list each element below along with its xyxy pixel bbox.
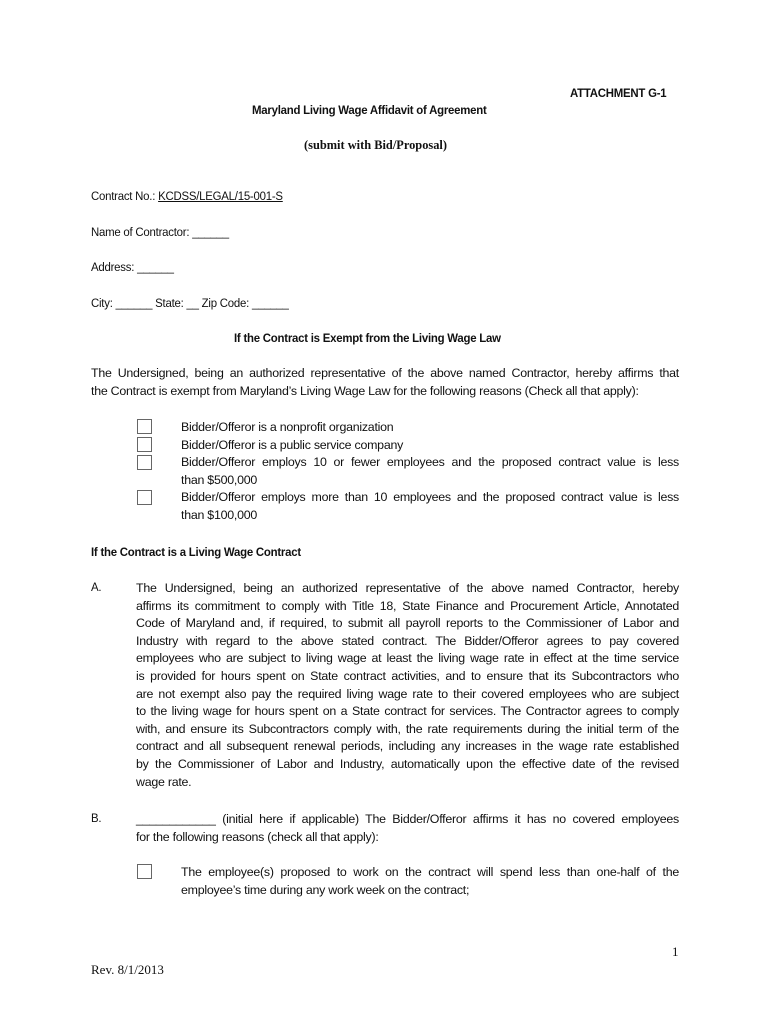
item-a-text (136, 580, 679, 791)
item-b-text (136, 811, 679, 846)
item-b-option-line: employee’s time during any work week on the contract; (181, 882, 470, 897)
checkbox-10-or-fewer[interactable] (137, 455, 152, 470)
contract-number-label: Contract No.: (91, 189, 159, 203)
item-a-line: are not exempt also pay the required living wage rate to their covered employees who are subject (136, 686, 679, 701)
item-a-line: Industry with regard to the above stated contract. The Bidder/Offeror agrees to pay covered (136, 633, 679, 648)
living-wage-heading: If the Contract is a Living Wage Contract (91, 545, 301, 559)
item-b-line: ____________ (initial here if applicable) The Bidder/Offeror affirms it has no covered employees (136, 812, 679, 826)
checkbox-less-than-half-time[interactable] (137, 864, 152, 879)
exempt-intro (91, 365, 679, 400)
item-b-label: B. (91, 811, 102, 825)
contractor-name-field[interactable]: Name of Contractor: ______ (91, 225, 229, 239)
item-b-option (181, 864, 679, 899)
item-a-line: by the Commissioner of Labor and Industry, automatically upon the effective date of the revised (136, 756, 679, 771)
exempt-intro-line: the Contract is exempt from Maryland’s Living Wage Law for the following reasons (Check all that apply): (91, 383, 639, 398)
city-state-zip-field[interactable]: City: ______ State: __ Zip Code: ______ (91, 296, 289, 310)
item-b-option-line: The employee(s) proposed to work on the contract will spend less than one-half of the (181, 865, 679, 879)
exempt-option-label: Bidder/Offeror employs 10 or fewer employees and the proposed contract value is less (181, 455, 679, 470)
exempt-options (181, 419, 679, 525)
item-a-label: A. (91, 580, 102, 594)
document-title: Maryland Living Wage Affidavit of Agreement (252, 103, 487, 117)
checkbox-more-than-10[interactable] (137, 490, 152, 505)
item-a-line: is provided for hours spent on State contract activities, and to ensure that its Subcontractors who (136, 668, 679, 683)
exempt-option-label: Bidder/Offeror employs more than 10 employees and the proposed contract value is less (181, 490, 679, 505)
item-a-line: The Undersigned, being an authorized representative of the above named Contractor, hereby (136, 581, 679, 595)
checkbox-public-service[interactable] (137, 437, 152, 452)
address-field[interactable]: Address: ______ (91, 260, 174, 274)
contract-number-field (91, 189, 283, 203)
attachment-label: ATTACHMENT G-1 (570, 86, 667, 100)
item-a-line: to the living wage for hours spent on a State contract for services. The Contractor agrees to comply (136, 704, 679, 719)
item-a-line: affirms its commitment to comply with Title 18, State Finance and Procurement Article, Annotated (136, 598, 679, 613)
exempt-heading: If the Contract is Exempt from the Living Wage Law (234, 331, 501, 345)
document-subtitle: (submit with Bid/Proposal) (304, 138, 447, 152)
item-a-line: Code of Maryland and, if required, to submit all payroll reports to the Commissioner of Labor and (136, 616, 679, 631)
contract-number-value: KCDSS/LEGAL/15-001-S (158, 189, 283, 203)
page-number: 1 (672, 944, 679, 959)
revision-date: Rev. 8/1/2013 (91, 962, 164, 977)
exempt-intro-line: The Undersigned, being an authorized representative of the above named Contractor, hereby affirms that (91, 366, 679, 380)
exempt-option-label: Bidder/Offeror is a nonprofit organization (181, 420, 394, 434)
item-b-line: for the following reasons (check all that apply): (136, 829, 379, 844)
item-a-line: employees who are subject to living wage at least the living wage rate in effect at the time service (136, 651, 679, 666)
item-a-line: wage rate. (136, 774, 192, 789)
exempt-option-label: than $500,000 (181, 472, 257, 487)
item-a-line: contract and all subsequent renewal periods, including any increases in the wage rate established (136, 739, 679, 754)
checkbox-nonprofit[interactable] (137, 419, 152, 434)
item-a-line: with, and ensure its Subcontractors comply with, the rate requirements during the initial term of the (136, 721, 679, 736)
exempt-option-label: than $100,000 (181, 507, 257, 522)
exempt-option-label: Bidder/Offeror is a public service company (181, 437, 404, 452)
